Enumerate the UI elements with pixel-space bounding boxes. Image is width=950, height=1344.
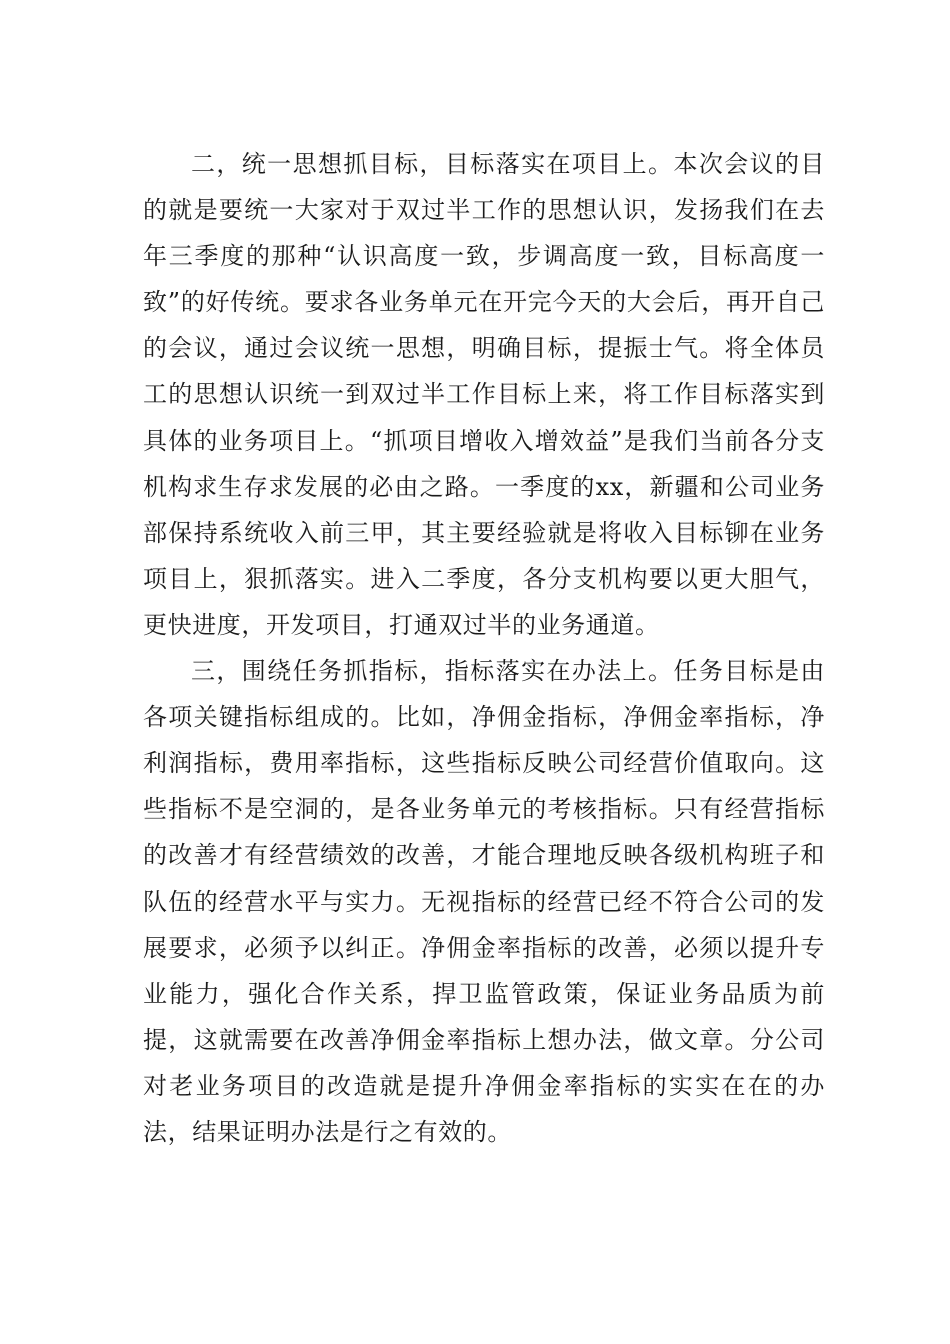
paragraph-2-unify-thinking: 二，统一思想抓目标，目标落实在项目上。本次会议的目的就是要统一大家对于双过半工作的思想认识，发扬我们在去年三季度的那种“认识高度一致，步调高度一致，目标高度一致”的好传统。要求各业务单元在开完今天的大会后，再开自己的会议，通过会议统一思想，明确目标，提振士气。将全体员工的思想认识统一到双过半工作目标上来，将工作目标落实到具体的业务项目上。“抓项目增收入增效益”是我们当前各分支机构求生存求发展的必由之路。一季度的xx，新疆和公司业务部保持系统收入前三甲，其主要经验就是将收入目标铆在业务项目上，狠抓落实。进入二季度，各分支机构要以更大胆气，更快进度，开发项目，打通双过半的业务通道。 [143,150,825,639]
paragraph-3-tasks-and-indicators: 三，围绕任务抓指标，指标落实在办法上。任务目标是由各项关键指标组成的。比如，净佣金指标，净佣金率指标，净利润指标，费用率指标，这些指标反映公司经营价值取向。这些指标不是空洞的，是各业务单元的考核指标。只有经营指标的改善才有经营绩效的改善，才能合理地反映各级机构班子和队伍的经营水平与实力。无视指标的经营已经不符合公司的发展要求，必须予以纠正。净佣金率指标的改善，必须以提升专业能力，强化合作关系，捍卫监管政策，保证业务品质为前提，这就需要在改善净佣金率指标上想办法，做文章。分公司对老业务项目的改造就是提升净佣金率指标的实实在在的办法，结果证明办法是行之有效的。 [143,657,825,1146]
document-body [143,141,825,1155]
